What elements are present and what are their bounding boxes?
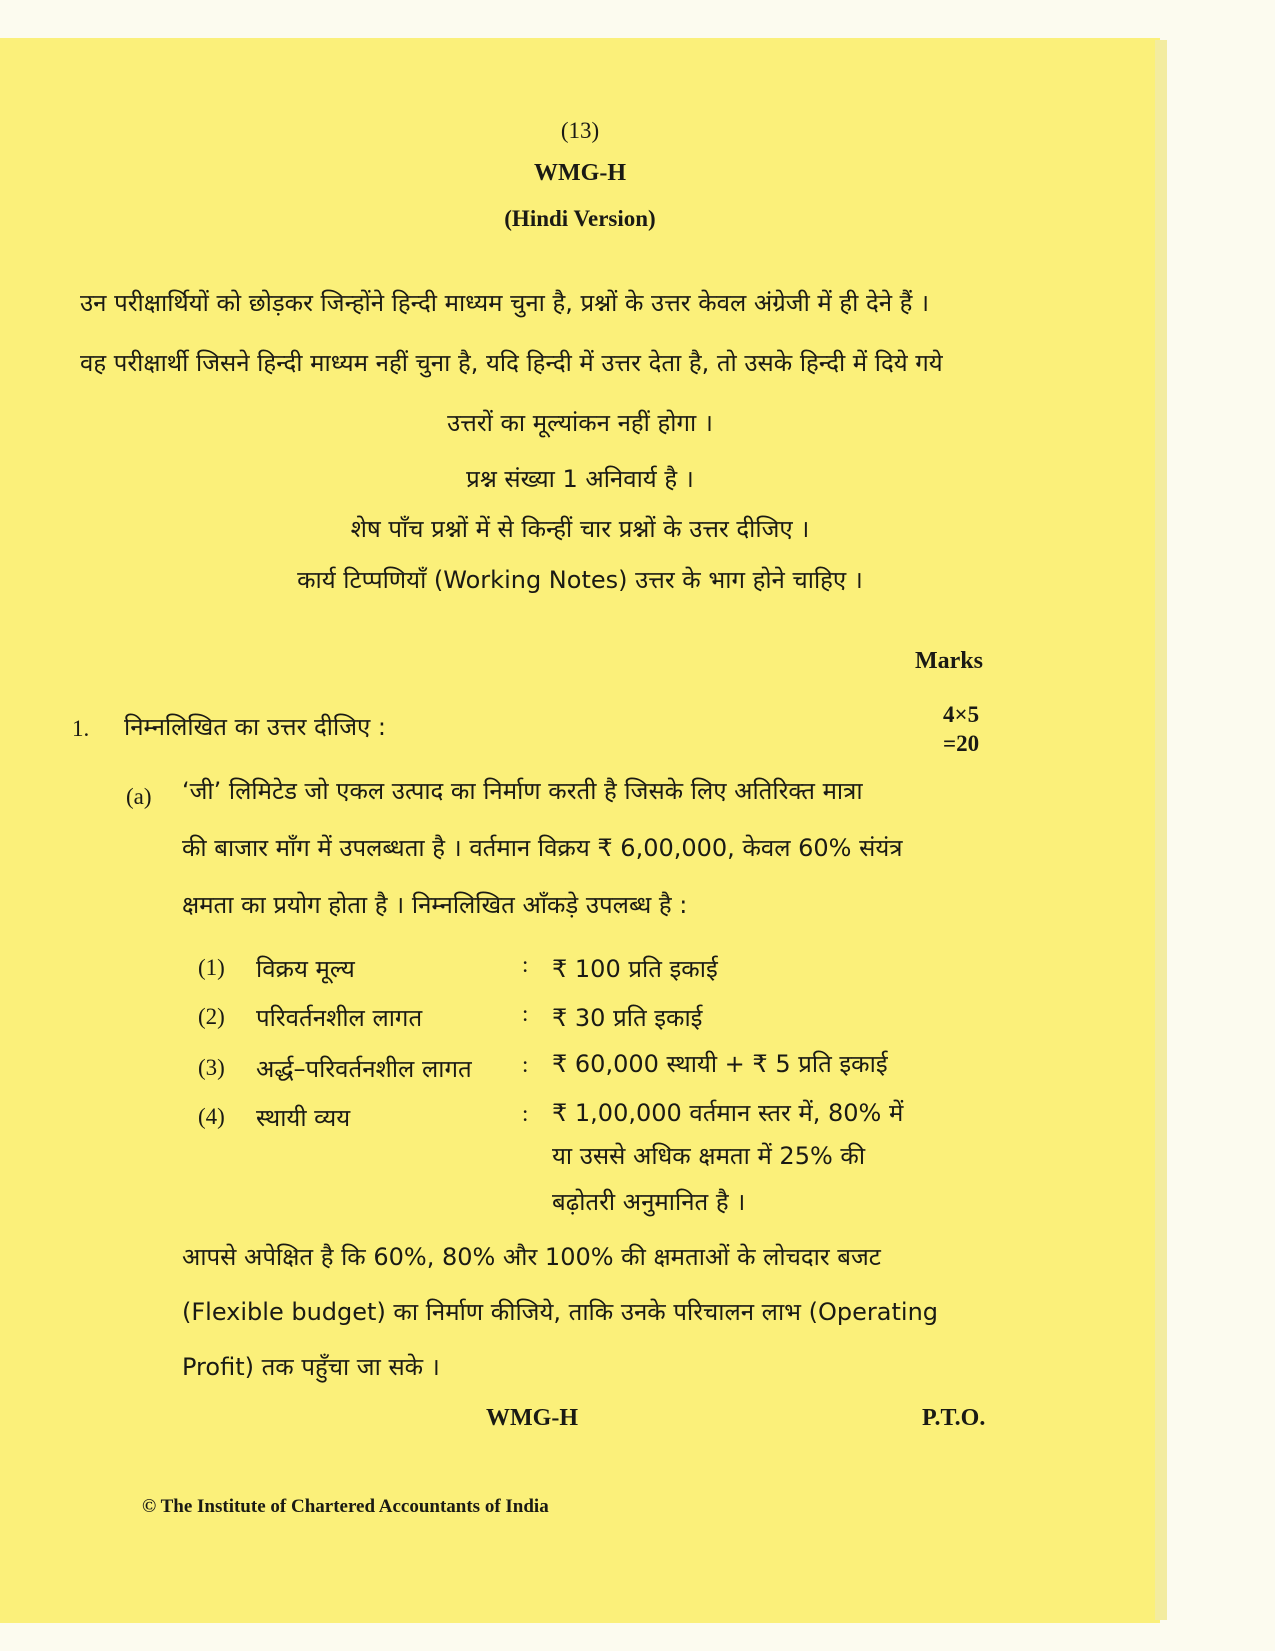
part-a-line-1: ‘जी’ लिमिटेड जो एकल उत्पाद का निर्माण करती है जिसके लिए अतिरिक्त मात्रा [182, 777, 863, 805]
version-label: (Hindi Version) [504, 206, 656, 231]
item-colon: : [522, 1001, 529, 1026]
pto-label: P.T.O. [922, 1405, 986, 1431]
item-number: (2) [198, 1004, 225, 1029]
item-colon: : [522, 1052, 529, 1077]
item-label: अर्द्ध–परिवर्तनशील लागत [256, 1055, 472, 1083]
paragraph-line-3: Profit) तक पहुँचा जा सके । [182, 1353, 440, 1381]
paper-code: WMG-H [534, 160, 626, 186]
copyright-notice: © The Institute of Chartered Accountants of India [142, 1496, 549, 1517]
item-label: विक्रय मूल्य [256, 955, 355, 983]
item-4-continuation-2: बढ़ोतरी अनुमानित है । [552, 1188, 746, 1216]
paragraph-line-2: (Flexible budget) का निर्माण कीजिये, ताकि उनके परिचालन लाभ (Operating [182, 1298, 939, 1326]
item-colon: : [522, 952, 529, 977]
item-colon: : [522, 1101, 529, 1126]
marks-heading: Marks [915, 648, 983, 674]
instruction-line-3: उत्तरों का मूल्यांकन नहीं होगा । [447, 409, 713, 437]
item-value: ₹ 1,00,000 वर्तमान स्तर में, 80% में [552, 1099, 904, 1127]
part-a-line-2: की बाजार माँग में उपलब्धता है । वर्तमान विक्रय ₹ 6,00,000, केवल 60% संयंत्र [182, 834, 903, 862]
item-number: (3) [198, 1055, 225, 1080]
part-a-line-3: क्षमता का प्रयोग होता है । निम्नलिखित आँकड़े उपलब्ध है : [182, 891, 688, 919]
paper-edge [1155, 40, 1167, 1620]
item-label: परिवर्तनशील लागत [256, 1004, 423, 1032]
part-a-label: (a) [126, 784, 152, 809]
item-number: (4) [198, 1104, 225, 1129]
instruction-line-4: प्रश्न संख्या 1 अनिवार्य है । [466, 465, 694, 493]
instruction-line-6: कार्य टिप्पणियाँ (Working Notes) उत्तर के भाग होने चाहिए । [297, 566, 863, 594]
instruction-line-1: उन परीक्षार्थियों को छोड़कर जिन्होंने हिन्दी माध्यम चुना है, प्रश्नों के उत्तर केवल अंग्रेजी में ही देने हैं । [80, 289, 930, 317]
instruction-line-5: शेष पाँच प्रश्नों में से किन्हीं चार प्रश्नों के उत्तर दीजिए । [350, 515, 810, 543]
instruction-line-2: वह परीक्षार्थी जिसने हिन्दी माध्यम नहीं चुना है, यदि हिन्दी में उत्तर देता है, तो उसके हिन्दी में दिये गये [80, 349, 943, 377]
item-value: ₹ 30 प्रति इकाई [552, 1004, 703, 1032]
question-marks-line-1: 4×5 [943, 702, 980, 727]
page-number: (13) [560, 118, 600, 143]
item-label: स्थायी व्यय [256, 1104, 351, 1132]
question-text: निम्नलिखित का उत्तर दीजिए : [124, 713, 387, 741]
item-4-continuation-1: या उससे अधिक क्षमता में 25% की [552, 1142, 866, 1170]
item-value: ₹ 60,000 स्थायी + ₹ 5 प्रति इकाई [552, 1050, 888, 1078]
question-marks-line-2: =20 [943, 731, 980, 756]
footer-code: WMG-H [486, 1405, 578, 1431]
paragraph-line-1: आपसे अपेक्षित है कि 60%, 80% और 100% की क्षमताओं के लोचदार बजट [182, 1243, 881, 1271]
question-number: 1. [72, 716, 90, 741]
item-number: (1) [198, 955, 225, 980]
item-value: ₹ 100 प्रति इकाई [552, 955, 718, 983]
